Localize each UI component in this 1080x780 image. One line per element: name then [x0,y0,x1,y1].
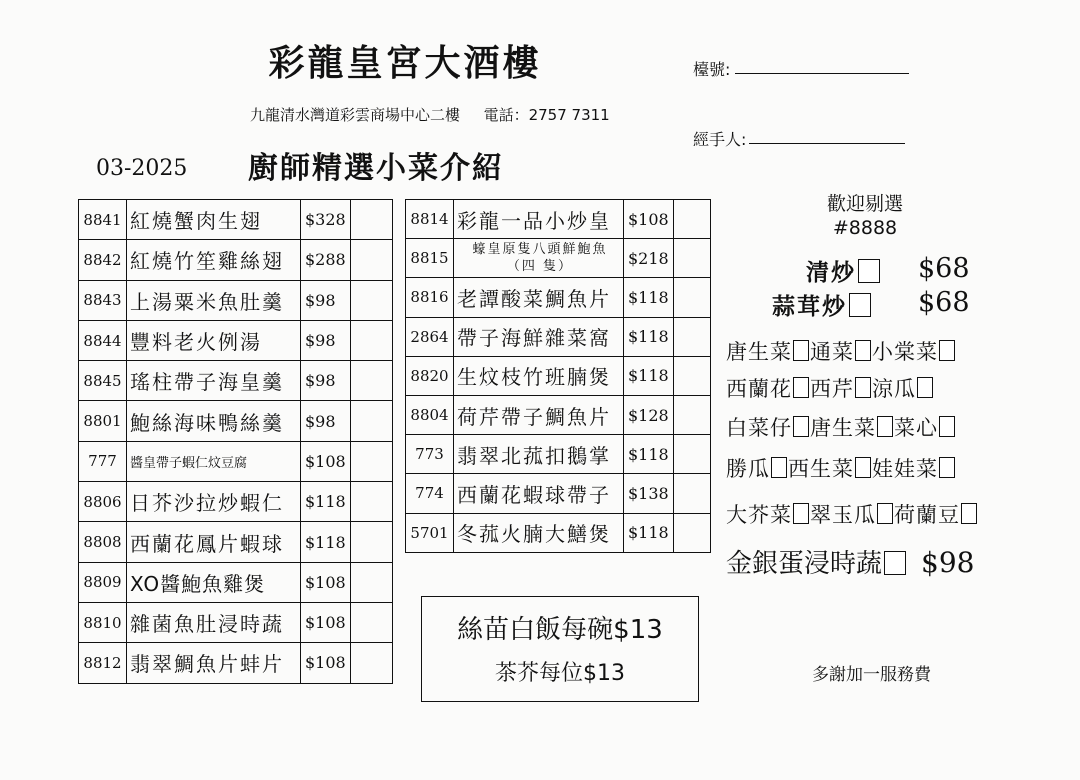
vegetable-checkbox[interactable] [855,377,871,398]
vegetable-label: 唐生菜 [810,416,876,440]
veg-special-checkbox[interactable] [884,551,906,575]
item-name-line-2: （四 隻） [506,259,574,275]
menu-row[interactable] [406,200,711,239]
menu-row[interactable] [79,602,393,642]
vegetable-row [726,453,956,483]
item-price: $218 [624,239,674,278]
vegetable-checkbox[interactable] [793,503,809,524]
menu-row[interactable] [79,562,393,602]
handler-label: 經手人: [693,130,747,149]
item-code: 773 [406,435,454,474]
item-code: 8843 [79,280,127,320]
item-name: 鮑絲海味鴨絲羹 [127,401,301,441]
order-mark-cell[interactable] [351,522,393,562]
item-name: 西蘭花蝦球帶子 [454,474,624,513]
item-price: $128 [624,395,674,434]
handler-field[interactable] [693,127,746,150]
menu-row[interactable] [79,522,393,562]
order-mark-cell[interactable] [351,482,393,522]
item-code: 8841 [79,200,127,240]
menu-row[interactable] [79,643,393,683]
veg-special-price: $98 [921,546,975,579]
garlic-stir-fry-checkbox[interactable] [849,293,871,317]
order-mark-cell[interactable] [674,474,711,513]
menu-row[interactable] [79,320,393,360]
veg-special-label: 金銀蛋浸時蔬 [726,549,883,579]
vegetable-option[interactable] [726,377,810,401]
item-code: 8842 [79,240,127,280]
menu-date: 03-2025 [96,156,188,181]
item-name: 老譚酸菜鯛魚片 [454,278,624,317]
item-name: 紅燒竹笙雞絲翅 [127,240,301,280]
menu-row[interactable] [406,356,711,395]
item-name: 荷芹帶子鯛魚片 [454,395,624,434]
item-price: $108 [301,643,351,683]
order-mark-cell[interactable] [351,200,393,240]
order-mark-cell[interactable] [351,240,393,280]
vegetable-option[interactable] [726,457,788,481]
item-price: $98 [301,361,351,401]
item-name: 雜菌魚肚浸時蔬 [127,602,301,642]
garlic-stir-fry-label: 蒜茸炒 [772,294,847,320]
vegetable-checkbox[interactable] [877,416,893,437]
welcome-text: 歡迎剔選 [826,193,903,215]
order-mark-cell[interactable] [674,513,711,552]
rice-price-text: 絲苗白飯每碗$13 [457,615,663,645]
vegetable-row [726,336,956,366]
item-price: $108 [301,562,351,602]
welcome-block [820,192,910,240]
item-price: $138 [624,474,674,513]
order-mark-cell[interactable] [351,280,393,320]
item-name: 豐料老火例湯 [127,320,301,360]
service-charge-note: 多謝加一服務費 [812,665,931,685]
stir-fry-option-2[interactable] [772,288,872,321]
item-code: 5701 [406,513,454,552]
order-mark-cell[interactable] [351,361,393,401]
vegetable-label: 白菜仔 [726,416,792,440]
item-name: 紅燒蟹肉生翅 [127,200,301,240]
vegetable-option[interactable] [810,340,872,364]
item-name: 冬菰火腩大鱔煲 [454,513,624,552]
vegetable-label: 菜心 [894,416,938,440]
item-code: 8814 [406,200,454,239]
vegetable-option[interactable] [894,416,956,440]
menu-row[interactable] [79,280,393,320]
vegetable-checkbox[interactable] [793,340,809,361]
menu-subtitle: 廚師精選小菜介紹 [248,151,504,186]
order-mark-cell[interactable] [674,200,711,239]
order-mark-cell[interactable] [351,441,393,481]
order-mark-cell[interactable] [674,278,711,317]
item-code: 8844 [79,320,127,360]
order-mark-cell[interactable] [674,395,711,434]
item-name: 彩龍一品小炒皇 [454,200,624,239]
menu-row[interactable] [406,474,711,513]
vegetable-label: 通菜 [810,340,854,364]
address: 九龍清水灣道彩雲商場中心二樓 [250,106,461,124]
item-price: $108 [624,200,674,239]
item-code: 8809 [79,562,127,602]
vegetable-row [726,412,956,442]
vegetable-option[interactable] [810,377,872,401]
item-code: 8816 [406,278,454,317]
item-code: 8808 [79,522,127,562]
item-price: $118 [624,278,674,317]
vegetable-checkbox[interactable] [793,416,809,437]
vegetable-label: 娃娃菜 [872,457,938,481]
vegetable-checkbox[interactable] [917,377,933,398]
phone: 電話：2757 7311 [483,106,610,124]
item-name: 上湯粟米魚肚羹 [127,280,301,320]
table-number-label: 檯號: [693,60,731,79]
welcome-code: #8888 [832,217,898,239]
vegetable-option[interactable] [872,457,956,481]
menu-row[interactable] [406,435,711,474]
handler-line [749,143,905,144]
stir-fry-price: $68 [918,253,970,284]
vegetable-checkbox[interactable] [939,416,955,437]
vegetable-label: 荷蘭豆 [894,503,960,527]
vegetable-label: 西芹 [810,377,854,401]
item-name: 瑤柱帶子海皇羹 [127,361,301,401]
item-price: $118 [301,482,351,522]
left-menu-table [78,199,393,684]
item-name: 生炆枝竹班腩煲 [454,356,624,395]
item-name: 翡翠鯛魚片蚌片 [127,643,301,683]
vegetable-label: 大芥菜 [726,503,792,527]
order-mark-cell[interactable] [674,356,711,395]
vegetable-option[interactable] [810,416,894,440]
order-mark-cell[interactable] [674,239,711,278]
tea-price-text: 茶芥每位$13 [495,661,625,686]
vegetable-row [726,499,978,529]
item-price: $108 [301,441,351,481]
item-code: 774 [406,474,454,513]
order-mark-cell[interactable] [351,401,393,441]
item-price: $328 [301,200,351,240]
vegetable-label: 勝瓜 [726,457,770,481]
stir-fry-checkbox[interactable] [858,259,880,283]
vegetable-option[interactable] [872,340,956,364]
restaurant-name: 彩龍皇宮大酒樓 [268,43,542,84]
restaurant-address-line [250,104,610,125]
right-menu-table [405,199,711,553]
vegetable-option[interactable] [894,503,978,527]
item-price: $288 [301,240,351,280]
vegetable-checkbox[interactable] [771,457,787,478]
vegetable-checkbox[interactable] [939,340,955,361]
menu-row[interactable] [406,317,711,356]
menu-row[interactable] [406,278,711,317]
menu-row[interactable] [406,513,711,552]
order-mark-cell[interactable] [351,602,393,642]
menu-row[interactable] [79,200,393,240]
item-code: 8810 [79,602,127,642]
vegetable-checkbox[interactable] [939,457,955,478]
item-price: $98 [301,401,351,441]
order-mark-cell[interactable] [351,562,393,602]
vegetable-label: 小棠菜 [872,340,938,364]
menu-row[interactable] [79,441,393,481]
vegetable-option[interactable] [726,340,810,364]
vegetable-option[interactable] [872,377,934,401]
item-name: 翡翠北菰扣鵝掌 [454,435,624,474]
vegetable-label: 西生菜 [788,457,854,481]
item-code: 8804 [406,395,454,434]
item-code: 2864 [406,317,454,356]
order-mark-cell[interactable] [351,643,393,683]
vegetable-checkbox[interactable] [877,503,893,524]
vegetable-label: 西蘭花 [726,377,792,401]
menu-row[interactable] [79,401,393,441]
garlic-stir-fry-price: $68 [918,287,970,318]
menu-row[interactable] [79,482,393,522]
order-mark-cell[interactable] [351,320,393,360]
vegetable-label: 涼瓜 [872,377,916,401]
item-price: $98 [301,320,351,360]
item-price: $118 [301,522,351,562]
item-code: 8820 [406,356,454,395]
veg-special[interactable] [726,543,974,580]
vegetable-checkbox[interactable] [855,457,871,478]
vegetable-option[interactable] [810,503,894,527]
vegetable-option[interactable] [726,503,810,527]
item-code: 777 [79,441,127,481]
item-name: XO醬鮑魚雞煲 [127,562,301,602]
table-number-field[interactable] [693,57,730,80]
item-price: $98 [301,280,351,320]
vegetable-option[interactable] [726,416,810,440]
item-code: 8806 [79,482,127,522]
item-code: 8812 [79,643,127,683]
item-name-line-1: 蠔皇原隻八頭鮮鮑魚 [472,242,608,258]
menu-row[interactable] [406,239,711,278]
item-name: 日芥沙拉炒蝦仁 [127,482,301,522]
order-mark-cell[interactable] [674,317,711,356]
menu-row[interactable] [406,395,711,434]
vegetable-checkbox[interactable] [855,340,871,361]
stir-fry-option-1[interactable] [806,254,881,287]
item-code: 8845 [79,361,127,401]
stir-fry-label: 清炒 [806,260,856,286]
vegetable-row [726,373,934,403]
item-name [454,239,624,278]
item-name: 帶子海鮮雜菜窩 [454,317,624,356]
vegetable-label: 唐生菜 [726,340,792,364]
vegetable-option[interactable] [788,457,872,481]
vegetable-checkbox[interactable] [793,377,809,398]
item-code: 8815 [406,239,454,278]
item-price: $108 [301,602,351,642]
order-mark-cell[interactable] [674,435,711,474]
table-number-line [735,73,909,74]
item-price: $118 [624,513,674,552]
vegetable-label: 翠玉瓜 [810,503,876,527]
item-price: $118 [624,317,674,356]
menu-row[interactable] [79,240,393,280]
item-name: 西蘭花鳳片蝦球 [127,522,301,562]
menu-row[interactable] [79,361,393,401]
item-price: $118 [624,435,674,474]
item-code: 8801 [79,401,127,441]
vegetable-checkbox[interactable] [961,503,977,524]
item-name: 醬皇帶子蝦仁炆豆腐 [127,441,301,481]
item-price: $118 [624,356,674,395]
rice-tea-box [421,596,699,702]
